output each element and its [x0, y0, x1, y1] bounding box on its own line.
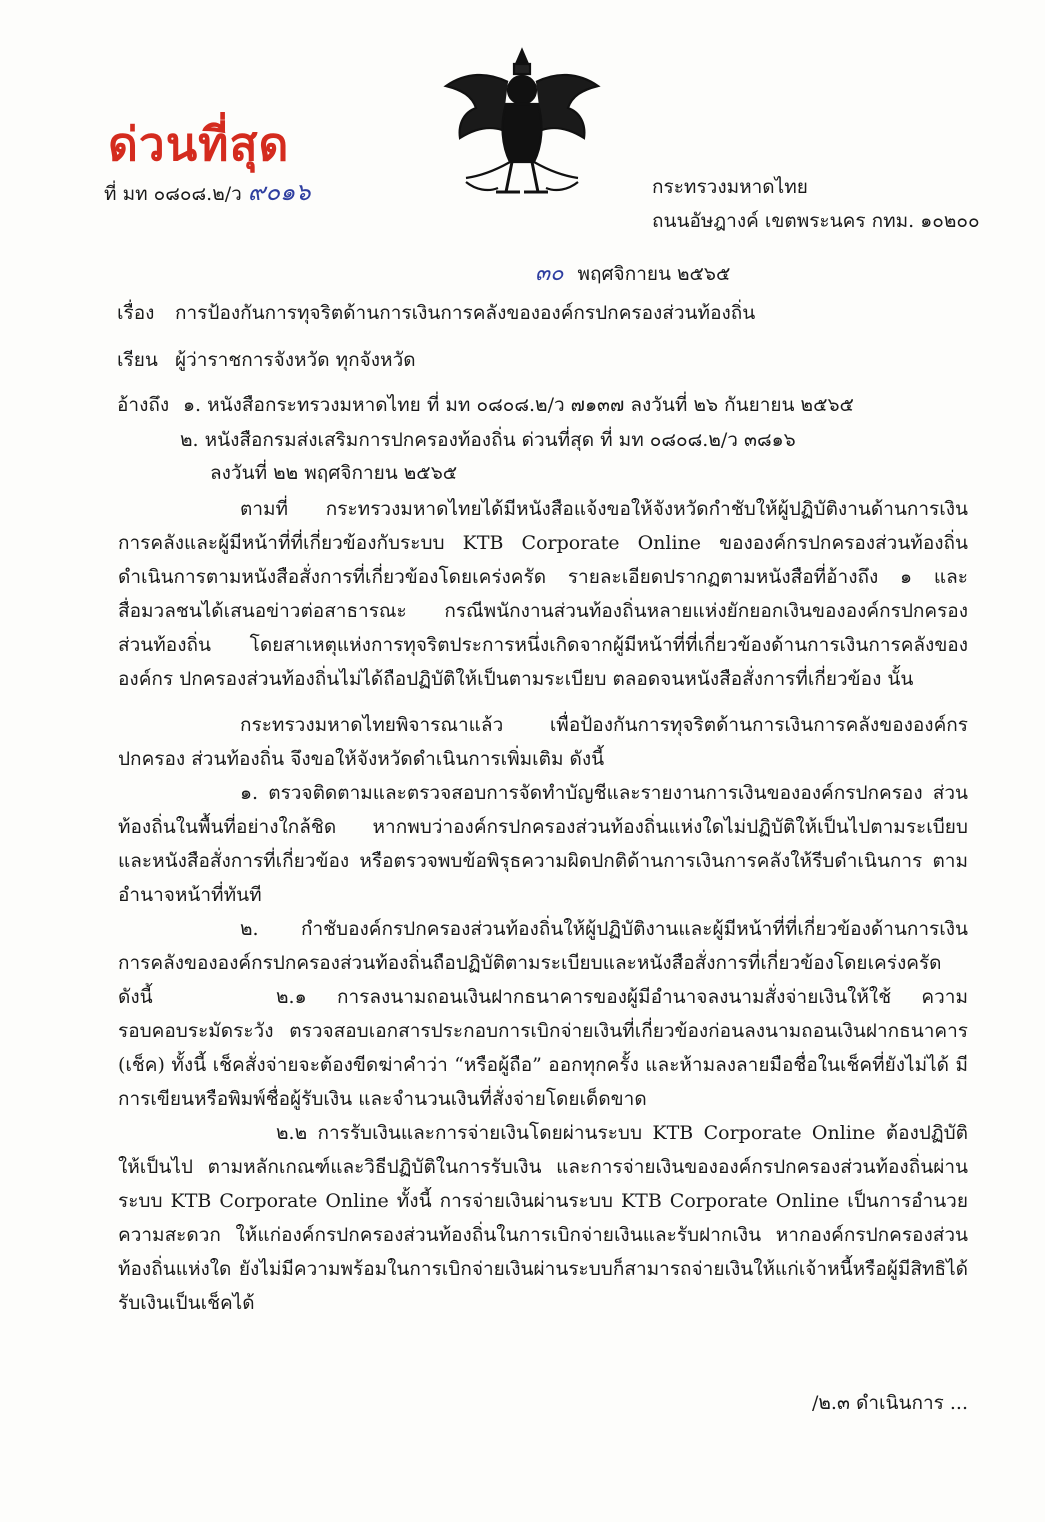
- subject-text: การป้องกันการทุจริตด้านการเงินการคลังขององค์กรปกครองส่วนท้องถิ่น: [175, 302, 756, 324]
- document-number: [104, 172, 311, 211]
- addressee-line: [117, 345, 416, 375]
- reference-line-1: [117, 390, 854, 420]
- reference-item: ๑. หนังสือกระทรวงมหาดไทย ที่ มท ๐๘๐๘.๒/ว ๗๑๓๗ ลงวันที่ ๒๖ กันยายน ๒๕๖๕: [183, 394, 854, 416]
- reference-label: อ้างถึง: [117, 394, 170, 416]
- body-paragraph: ๑. ตรวจติดตามและตรวจสอบการจัดทำบัญชีและรายงานการเงินขององค์กรปกครอง ส่วนท้องถิ่นในพื้นที่อย่างใกล้ชิด หากพบว่าองค์กรปกครองส่วนท้องถิ่นแห่งใดไม่ปฏิบัติให้เป็นไปตามระเบียบ และหนังสือสั่งการที่เกี่ยวข้อง หรือตรวจพบข้อพิรุธความผิดปกติด้านการเงินการคลังให้รีบดำเนินการ ตามอำนาจหน้าที่ทันที: [118, 782, 968, 906]
- garuda-emblem-icon: [436, 42, 608, 202]
- urgent-stamp: ด่วนที่สุด: [108, 117, 290, 171]
- body-paragraph: ๒.๑ การลงนามถอนเงินฝากธนาคารของผู้มีอำนาจลงนามสั่งจ่ายเงินให้ใช้ ความรอบคอบระมัดระวัง ตรวจสอบเอกสารประกอบการเบิกจ่ายเงินที่เกี่ยวข้องก่อนลงนามถอนเงินฝากธนาคาร (เช็ค) ทั้งนี้ เช็คสั่งจ่ายจะต้องขีดฆ่าคำว่า “หรือผู้ถือ” ออกทุกครั้ง และห้ามลงลายมือชื่อในเช็คที่ยังไม่ได้ มีการเขียนหรือพิมพ์ชื่อผู้รับเงิน และจำนวนเงินที่สั่งจ่ายโดยเด็ดขาด: [118, 986, 968, 1110]
- body-paragraph: กระทรวงมหาดไทยพิจารณาแล้ว เพื่อป้องกันการทุจริตด้านการเงินการคลังขององค์กรปกครอง ส่วนท้องถิ่น จึงขอให้จังหวัดดำเนินการเพิ่มเติม ดังนี้: [118, 714, 968, 770]
- body-paragraph: ตามที่ กระทรวงมหาดไทยได้มีหนังสือแจ้งขอให้จังหวัดกำชับให้ผู้ปฏิบัติงานด้านการเงิน การคลังและผู้มีหน้าที่ที่เกี่ยวข้องกับระบบ KTB Corporate Online ขององค์กรปกครองส่วนท้องถิ่น ดำเนินการตามหนังสือสั่งการที่เกี่ยวข้องโดยเคร่งครัด รายละเอียดปรากฏตามหนังสือที่อ้างถึง ๑ และสื่อมวลชนได้เสนอข่าวต่อสาธารณะ กรณีพนักงานส่วนท้องถิ่นหลายแห่งยักยอกเงินขององค์กรปกครอง ส่วนท้องถิ่น โดยสาเหตุแห่งการทุจริตประการหนึ่งเกิดจากผู้มีหน้าที่ที่เกี่ยวข้องด้านการเงินการคลังขององค์กร ปกครองส่วนท้องถิ่นไม่ได้ถือปฏิบัติให้เป็นตามระเบียบ ตลอดจนหนังสือสั่งการที่เกี่ยวข้อง นั้น: [118, 498, 968, 690]
- date-month-year: พฤศจิกายน ๒๕๖๕: [577, 263, 731, 285]
- issuing-organization: กระทรวงมหาดไทย: [652, 176, 808, 198]
- body-paragraph: ๒. กำชับองค์กรปกครองส่วนท้องถิ่นให้ผู้ปฏิบัติงานและผู้มีหน้าที่ที่เกี่ยวข้องด้านการเงิน การคลังขององค์กรปกครองส่วนท้องถิ่นถือปฏิบัติตามระเบียบและหนังสือสั่งการที่เกี่ยวข้องโดยเคร่งครัด ดังนี้: [118, 918, 968, 1008]
- document-number-handwritten: ๙๐๑๖: [247, 178, 311, 206]
- reference-line-2: ๒. หนังสือกรมส่งเสริมการปกครองท้องถิ่น ด่วนที่สุด ที่ มท ๐๘๐๘.๒/ว ๓๘๑๖: [180, 429, 796, 451]
- subject-line: [117, 298, 755, 328]
- addressee-label: เรียน: [117, 349, 158, 371]
- page-continuation: /๒.๓ ดำเนินการ ...: [812, 1392, 969, 1414]
- document-number-prefix: ที่ มท ๐๘๐๘.๒/ว: [104, 183, 242, 205]
- reference-line-3: ลงวันที่ ๒๒ พฤศจิกายน ๒๕๖๕: [210, 462, 458, 484]
- organization-address: ถนนอัษฎางค์ เขตพระนคร กทม. ๑๐๒๐๐: [652, 210, 980, 232]
- body-paragraph: ๒.๒ การรับเงินและการจ่ายเงินโดยผ่านระบบ KTB Corporate Online ต้องปฏิบัติให้เป็นไป ตามหลักเกณฑ์และวิธีปฏิบัติในการรับเงิน และการจ่ายเงินขององค์กรปกครองส่วนท้องถิ่นผ่านระบบ KTB Corporate Online ทั้งนี้ การจ่ายเงินผ่านระบบ KTB Corporate Online เป็นการอำนวยความสะดวก ให้แก่องค์กรปกครองส่วนท้องถิ่นในการเบิกจ่ายเงินและรับฝากเงิน หากองค์กรปกครองส่วนท้องถิ่นแห่งใด ยังไม่มีความพร้อมในการเบิกจ่ายเงินผ่านระบบก็สามารถจ่ายเงินให้แก่เจ้าหนี้หรือผู้มีสิทธิได้รับเงินเป็นเช็คได้: [118, 1122, 968, 1314]
- document-date: [535, 255, 730, 290]
- subject-label: เรื่อง: [117, 302, 155, 324]
- date-day-handwritten: ๓๐: [535, 261, 564, 286]
- addressee-text: ผู้ว่าราชการจังหวัด ทุกจังหวัด: [175, 349, 416, 371]
